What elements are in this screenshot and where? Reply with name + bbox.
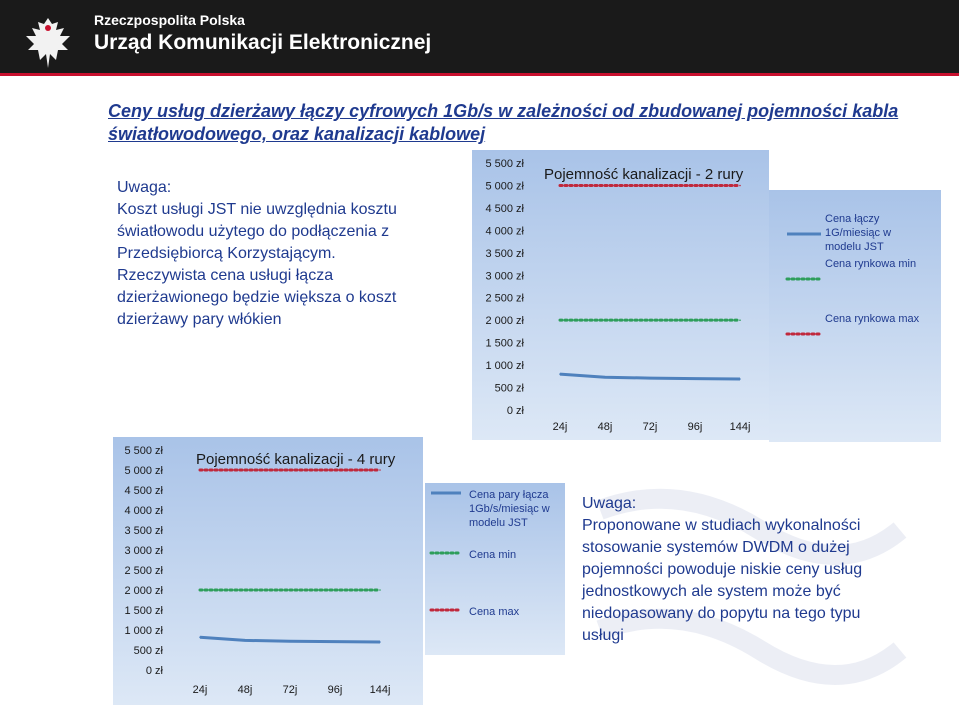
data-point-min (199, 589, 201, 591)
data-point-max (604, 185, 606, 187)
note-right (582, 493, 892, 647)
y-tick-label: 4 500 zł (485, 202, 524, 215)
y-tick-label: 2 500 zł (124, 565, 163, 577)
y-tick-label: 1 000 zł (485, 360, 524, 373)
x-tick-label: 96j (687, 421, 703, 433)
y-tick-label: 5 000 zł (485, 180, 524, 193)
data-point-max (244, 469, 246, 471)
data-point-jst (694, 378, 696, 380)
chart-2-rury-legend (769, 190, 941, 442)
y-tick-label: 5 500 zł (124, 445, 163, 457)
x-tick-label: 72j (282, 684, 298, 696)
legend-label: Cena pary łącza 1Gb/s/miesiąc w modelu JST (469, 489, 550, 529)
chart-title: Pojemność kanalizacji - 2 rury (544, 166, 744, 183)
data-point-max (379, 469, 381, 471)
y-tick-label: 5 000 zł (124, 465, 163, 477)
y-tick-label: 1 500 zł (485, 337, 524, 350)
note-right-label: Uwaga: (582, 495, 637, 512)
header-institution: Urząd Komunikacji Elektronicznej (94, 31, 432, 54)
y-tick-label: 3 000 zł (485, 270, 524, 283)
y-tick-label: 2 000 zł (485, 315, 524, 328)
data-point-max (649, 185, 651, 187)
data-point-min (559, 319, 561, 321)
data-point-min (604, 319, 606, 321)
data-point-jst (334, 641, 336, 643)
y-tick-label: 4 000 zł (485, 225, 524, 238)
y-tick-label: 0 zł (145, 665, 163, 677)
x-tick-label: 24j (552, 421, 568, 433)
x-tick-label: 24j (192, 684, 208, 696)
header-divider (0, 73, 959, 76)
legend-label: Cena łączy 1G/miesiąc w modelu JST (825, 213, 892, 253)
data-point-min (649, 319, 651, 321)
data-point-jst (379, 641, 381, 643)
y-tick-label: 2 000 zł (124, 585, 163, 597)
chart-title: Pojemność kanalizacji - 4 rury (196, 451, 396, 468)
note-left (117, 177, 437, 331)
y-tick-label: 2 500 zł (485, 292, 524, 305)
data-point-jst (244, 640, 246, 642)
data-point-max (739, 185, 741, 187)
y-tick-label: 5 500 zł (485, 158, 524, 170)
data-point-min (694, 319, 696, 321)
y-tick-label: 4 000 zł (124, 505, 163, 517)
data-point-max (559, 185, 561, 187)
data-point-jst (604, 376, 606, 378)
y-tick-label: 1 500 zł (124, 605, 163, 617)
x-tick-label: 48j (597, 421, 613, 433)
chart-2-rury (472, 150, 769, 440)
header-bar (0, 0, 959, 73)
chart-4-rury-plot (113, 437, 423, 705)
data-point-jst (739, 378, 741, 380)
x-tick-label: 48j (237, 684, 253, 696)
y-tick-label: 500 zł (494, 382, 524, 395)
data-point-max (289, 469, 291, 471)
x-tick-label: 72j (642, 421, 658, 433)
data-point-min (334, 589, 336, 591)
note-left-body: Koszt usługi JST nie uwzględnia kosztu światłowodu użytego do podłączenia z Przedsiębiorcą Korzystającym. (117, 201, 397, 262)
data-point-max (199, 469, 201, 471)
header-country: Rzeczpospolita Polska (94, 12, 245, 28)
data-point-min (289, 589, 291, 591)
y-tick-label: 3 500 zł (485, 247, 524, 260)
legend-label: Cena rynkowa min (825, 258, 917, 270)
note-right-body: Proponowane w studiach wykonalności stosowanie systemów DWDM o dużej pojemności powoduje niskie ceny usług jednostkowych ale system może być niedopasowany do popytu na tego typu usługi (582, 517, 863, 644)
chart-4-rury (113, 437, 423, 705)
x-tick-label: 144j (369, 684, 391, 696)
y-tick-label: 1 000 zł (124, 625, 163, 637)
data-point-jst (649, 377, 651, 379)
data-point-jst (559, 373, 561, 375)
chart-4-rury-legend (425, 483, 565, 655)
note-left-body2: Rzeczywista cena usługi łącza dzierżawionego będzie większa o koszt dzierżawy pary włókien (117, 267, 397, 328)
legend-label: Cena min (469, 549, 517, 561)
note-left-label: Uwaga: (117, 179, 172, 196)
data-point-min (739, 319, 741, 321)
legend-label: Cena rynkowa max (825, 313, 920, 325)
data-point-jst (199, 636, 201, 638)
x-tick-label: 144j (729, 421, 751, 433)
y-tick-label: 4 500 zł (124, 485, 163, 497)
data-point-min (379, 589, 381, 591)
data-point-jst (289, 640, 291, 642)
data-point-max (694, 185, 696, 187)
x-tick-label: 96j (327, 684, 343, 696)
data-point-min (244, 589, 246, 591)
data-point-max (334, 469, 336, 471)
eagle-emblem-icon (18, 14, 78, 72)
legend-label: Cena max (469, 606, 520, 618)
y-tick-label: 500 zł (133, 645, 163, 657)
y-tick-label: 0 zł (506, 405, 524, 417)
chart-2-rury-plot (472, 150, 769, 440)
y-tick-label: 3 500 zł (124, 525, 163, 537)
slide-title: Ceny usług dzierżawy łączy cyfrowych 1Gb/s w zależności od zbudowanej pojemności kabla światłowodowego, oraz kanalizacji kablowej (108, 101, 899, 144)
y-tick-label: 3 000 zł (124, 545, 163, 557)
